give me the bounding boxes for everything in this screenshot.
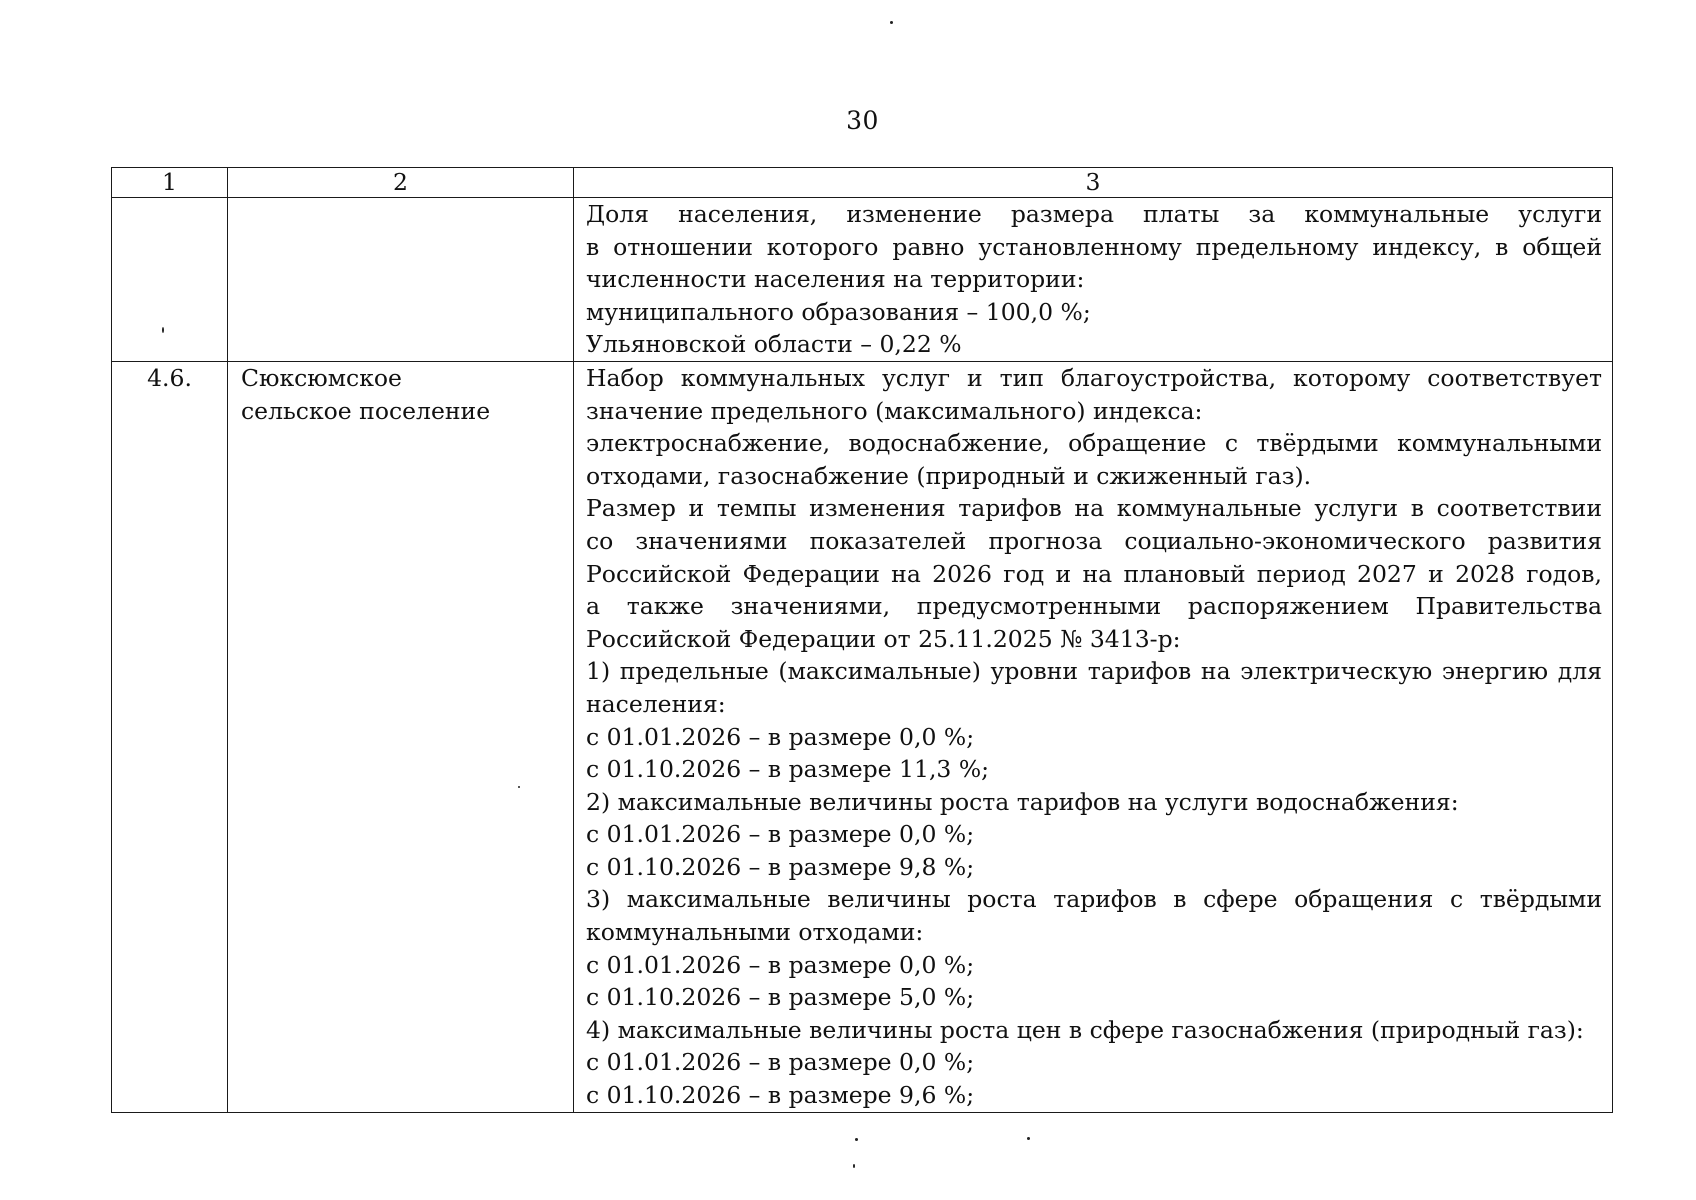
row-number: 4.6. <box>147 363 192 392</box>
scan-speck <box>518 786 520 788</box>
description-line: с 01.01.2026 – в размере 0,0 %; <box>586 820 975 849</box>
description-line: значение предельного (максимального) индекса: <box>586 396 1203 425</box>
description-line: с 01.01.2026 – в размере 0,0 %; <box>586 722 975 751</box>
page-number: 30 <box>846 106 879 135</box>
scan-speck <box>855 1138 858 1141</box>
description-line: с 01.10.2026 – в размере 9,8 %; <box>586 852 975 881</box>
column-header-1: 1 <box>112 168 228 198</box>
description-line: отходами, газоснабжение (природный и сжиженный газ). <box>586 461 1312 490</box>
description-line: с 01.10.2026 – в размере 9,6 %; <box>586 1081 975 1110</box>
description-line: 4) максимальные величины роста цен в сфере газоснабжения (природный газ): <box>586 1015 1584 1044</box>
scan-speck <box>162 327 164 333</box>
description-line: с 01.01.2026 – в размере 0,0 %; <box>586 1048 975 1077</box>
description-line: Доля населения, изменение размера платы за коммунальные услуги <box>586 200 1602 228</box>
description-line: Российской Федерации от 25.11.2025 № 3413-р: <box>586 624 1181 653</box>
scan-speck <box>890 21 893 24</box>
row-number-cell <box>112 361 228 1112</box>
description-line: Набор коммунальных услуг и тип благоустройства, которому соответствует <box>586 363 1602 392</box>
description-line: в отношении которого равно установленному предельному индексу, в общей <box>586 232 1602 261</box>
description-line: численности населения на территории: <box>586 265 1085 294</box>
description-cell <box>574 361 1613 1112</box>
scan-speck <box>1027 1137 1030 1140</box>
settlement-name-cell <box>228 361 574 1112</box>
description-line: с 01.10.2026 – в размере 5,0 %; <box>586 983 975 1012</box>
description-line: 1) предельные (максимальные) уровни тарифов на электрическую энергию для <box>586 657 1602 686</box>
description-line: муниципального образования – 100,0 %; <box>586 297 1091 326</box>
description-line: Российской Федерации на 2026 год и на плановый период 2027 и 2028 годов, <box>586 559 1602 588</box>
description-line: коммунальными отходами: <box>586 918 924 947</box>
settlement-name-line: Сюксюмское <box>241 363 402 392</box>
description-line: Ульяновской области – 0,22 % <box>586 330 962 359</box>
settlement-name <box>228 362 573 427</box>
column-header-2: 2 <box>228 168 574 198</box>
table-header-row <box>112 168 1613 198</box>
settlement-name-line: сельское поселение <box>241 396 491 425</box>
table-body <box>112 198 1613 1113</box>
scan-speck <box>853 1164 855 1168</box>
description-line: с 01.01.2026 – в размере 0,0 %; <box>586 950 975 979</box>
description-line: со значениями показателей прогноза социально-экономического развития <box>586 526 1602 555</box>
description-text <box>574 198 1612 361</box>
description-line: населения: <box>586 689 726 718</box>
description-cell <box>574 198 1613 362</box>
description-line: 2) максимальные величины роста тарифов на услуги водоснабжения: <box>586 787 1459 816</box>
table-row <box>112 198 1613 362</box>
description-line: Размер и темпы изменения тарифов на коммунальные услуги в соответствии <box>586 494 1602 523</box>
description-line: электроснабжение, водоснабжение, обращение с твёрдыми коммунальными <box>586 429 1602 458</box>
description-line: с 01.10.2026 – в размере 11,3 %; <box>586 755 990 784</box>
row-number-cell <box>112 198 228 362</box>
table-row <box>112 361 1613 1112</box>
description-line: а также значениями, предусмотренными распоряжением Правительства <box>586 592 1602 621</box>
description-text <box>574 362 1612 1112</box>
column-header-3: 3 <box>574 168 1613 198</box>
tariff-table <box>111 167 1613 1113</box>
settlement-name-cell <box>228 198 574 362</box>
description-line: 3) максимальные величины роста тарифов в сфере обращения с твёрдыми <box>586 885 1602 914</box>
